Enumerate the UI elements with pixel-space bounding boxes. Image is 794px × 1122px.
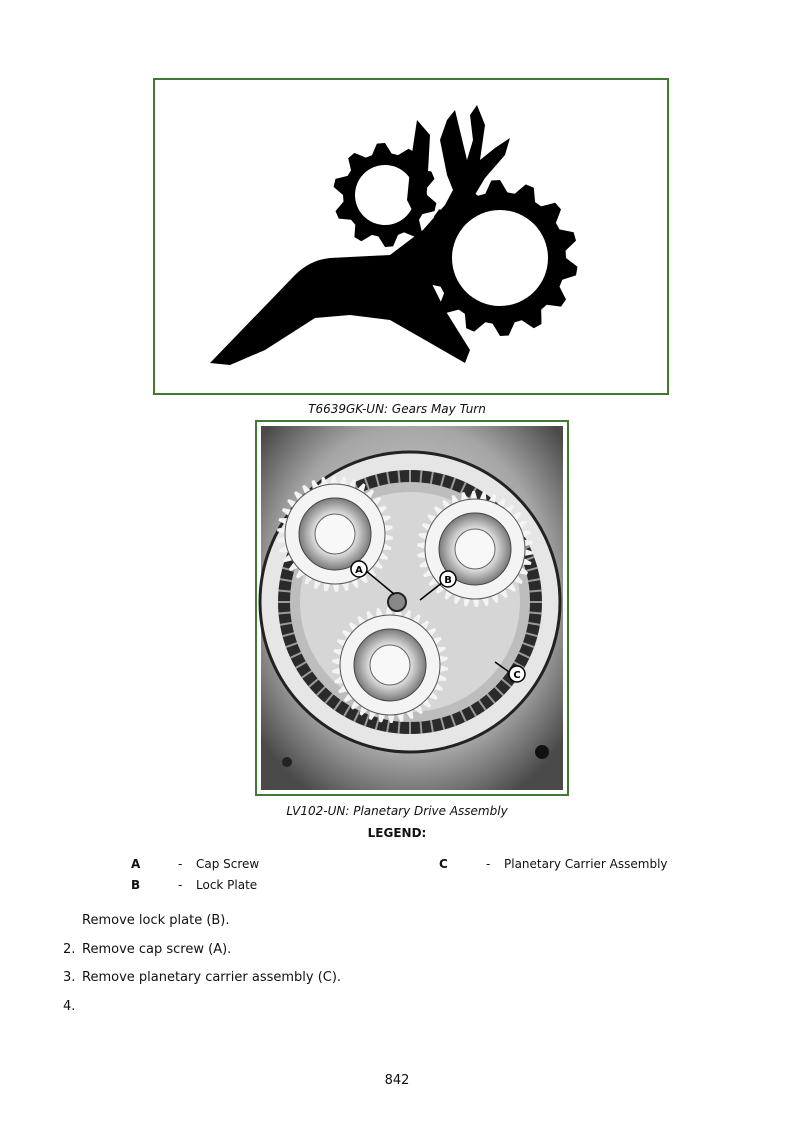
callout-c xyxy=(509,666,525,682)
callout-c-label: C xyxy=(513,670,521,681)
planetary-drive-photo xyxy=(257,422,567,794)
legend-dash: - xyxy=(178,857,183,871)
gear-bearing xyxy=(455,529,495,569)
gear-bearing xyxy=(370,645,410,685)
legend-title: LEGEND: xyxy=(367,826,427,840)
figure-caption-1: T6639GK-UN: Gears May Turn xyxy=(308,402,486,416)
cap-screw xyxy=(388,593,406,611)
ring-tooth xyxy=(420,471,421,484)
legend-item-c xyxy=(439,857,448,871)
gear-hole xyxy=(452,210,548,306)
step-text: Remove lock plate (B). xyxy=(82,913,230,928)
callout-a xyxy=(351,561,367,577)
warning-figure-frame xyxy=(153,78,669,395)
legend-text-cap-screw: Cap Screw xyxy=(196,857,260,871)
gears-warning-pictogram xyxy=(155,80,667,393)
gear-hole xyxy=(355,165,415,225)
callout-b-label: B xyxy=(444,575,452,586)
callout-b xyxy=(440,571,456,587)
legend-text-lock-plate: Lock Plate xyxy=(196,878,258,892)
gear-bearing xyxy=(315,514,355,554)
step-number: 2. xyxy=(63,942,76,957)
step-number: 4. xyxy=(63,999,76,1014)
legend-item-a xyxy=(131,857,140,871)
legend-letter: C xyxy=(439,857,448,871)
legend-dash: - xyxy=(178,878,183,892)
step-text: Remove planetary carrier assembly (C). xyxy=(82,970,342,985)
legend-item-b xyxy=(131,878,140,892)
planetary-figure-frame xyxy=(255,420,569,796)
ring-tooth xyxy=(279,591,292,592)
ring-tooth xyxy=(529,612,542,613)
ring-tooth xyxy=(420,721,421,734)
legend-letter: B xyxy=(131,878,141,892)
ring-tooth xyxy=(399,721,400,734)
ring-tooth xyxy=(399,471,400,484)
callout-a-label: A xyxy=(355,565,363,576)
legend-dash: - xyxy=(486,857,491,871)
ring-tooth xyxy=(279,612,292,613)
step-text: Remove cap screw (A). xyxy=(82,942,232,957)
figure-caption-2: LV102-UN: Planetary Drive Assembly xyxy=(286,804,508,818)
step-number: 3. xyxy=(63,970,76,985)
legend-text-planetary-carrier: Planetary Carrier Assembly xyxy=(504,857,668,871)
ring-tooth xyxy=(529,591,542,592)
page-number: 842 xyxy=(384,1073,410,1088)
legend-letter: A xyxy=(131,857,141,871)
